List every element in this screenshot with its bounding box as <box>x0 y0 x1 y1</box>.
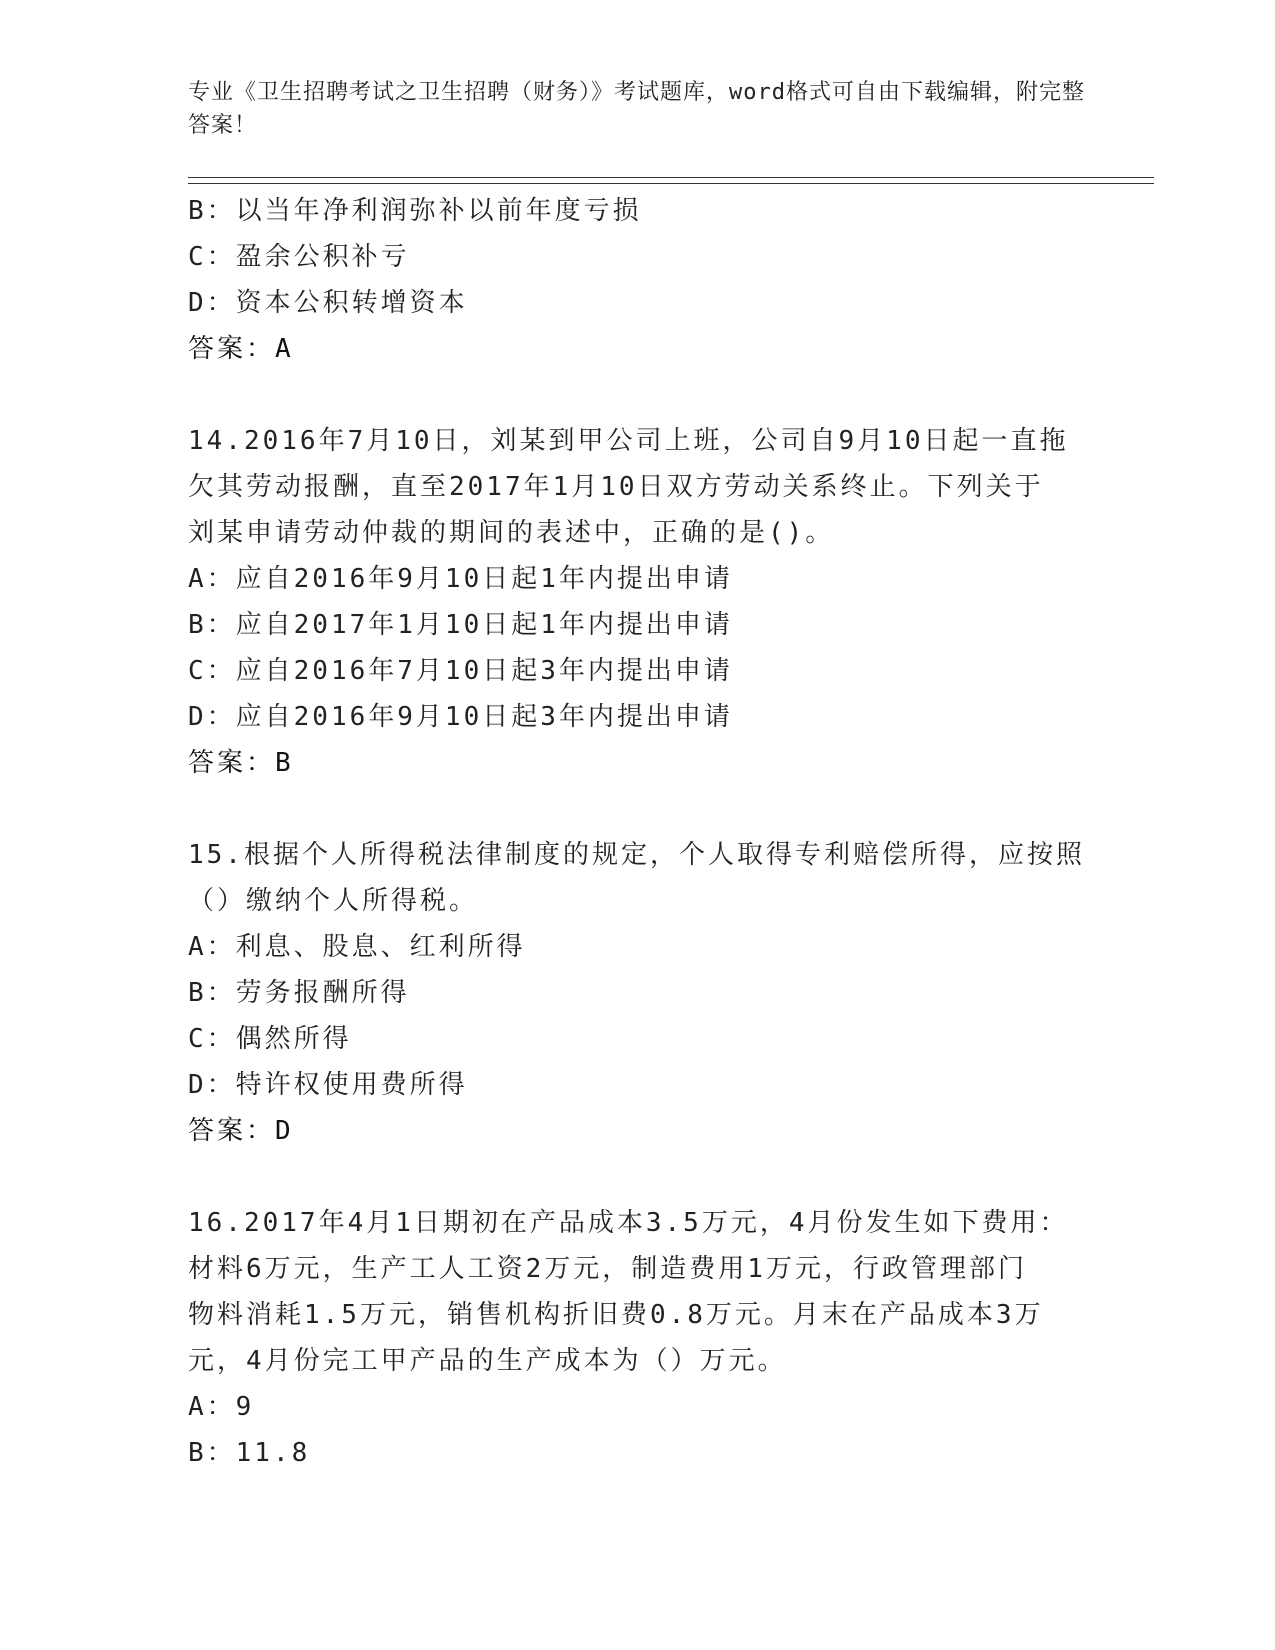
header-divider-top <box>188 177 1154 178</box>
question-text-line: 材料6万元，生产工人工资2万元，制造费用1万元，行政管理部门 <box>188 1254 1027 1284</box>
option-c: C：盈余公积补亏 <box>188 242 410 272</box>
option-d: D：资本公积转增资本 <box>188 288 468 318</box>
question-text-line: 元，4月份完工甲产品的生产成本为（）万元。 <box>188 1346 787 1376</box>
option-c: C：偶然所得 <box>188 1024 352 1054</box>
question-text-line: 14.2016年7月10日，刘某到甲公司上班，公司自9月10日起一直拖 <box>188 426 1069 456</box>
question-content <box>188 188 1088 1476</box>
option-b: B：劳务报酬所得 <box>188 978 410 1008</box>
question-14 <box>188 418 1088 786</box>
option-d: D：特许权使用费所得 <box>188 1070 468 1100</box>
spacer <box>188 372 1088 418</box>
answer-label: 答案：B <box>188 748 294 778</box>
option-b: B：11.8 <box>188 1438 311 1468</box>
question-16 <box>188 1200 1088 1476</box>
option-b: B：以当年净利润弥补以前年度亏损 <box>188 196 642 226</box>
question-text-line: 刘某申请劳动仲裁的期间的表述中，正确的是()。 <box>188 518 835 548</box>
header-divider-bottom <box>188 183 1154 184</box>
spacer <box>188 1154 1088 1200</box>
option-a: A：9 <box>188 1392 255 1422</box>
question-text-line: 欠其劳动报酬，直至2017年1月10日双方劳动关系终止。下列关于 <box>188 472 1044 502</box>
option-b: B：应自2017年1月10日起1年内提出申请 <box>188 610 733 640</box>
option-a: A：利息、股息、红利所得 <box>188 932 526 962</box>
answer-label: 答案：D <box>188 1116 294 1146</box>
question-13-continued <box>188 188 1088 372</box>
option-a: A：应自2016年9月10日起1年内提出申请 <box>188 564 733 594</box>
document-header: 专业《卫生招聘考试之卫生招聘（财务）》考试题库，word格式可自由下载编辑，附完整答案！ <box>188 80 1085 138</box>
spacer <box>188 786 1088 832</box>
question-text-line: 物料消耗1.5万元，销售机构折旧费0.8万元。月末在产品成本3万 <box>188 1300 1044 1330</box>
option-d: D：应自2016年9月10日起3年内提出申请 <box>188 702 733 732</box>
option-c: C：应自2016年7月10日起3年内提出申请 <box>188 656 733 686</box>
question-15 <box>188 832 1088 1154</box>
answer-label: 答案：A <box>188 334 294 364</box>
question-text-line: 15.根据个人所得税法律制度的规定，个人取得专利赔偿所得，应按照 <box>188 840 1085 870</box>
question-text-line: 16.2017年4月1日期初在产品成本3.5万元，4月份发生如下费用： <box>188 1208 1069 1238</box>
question-text-line: （）缴纳个人所得税。 <box>188 886 479 916</box>
